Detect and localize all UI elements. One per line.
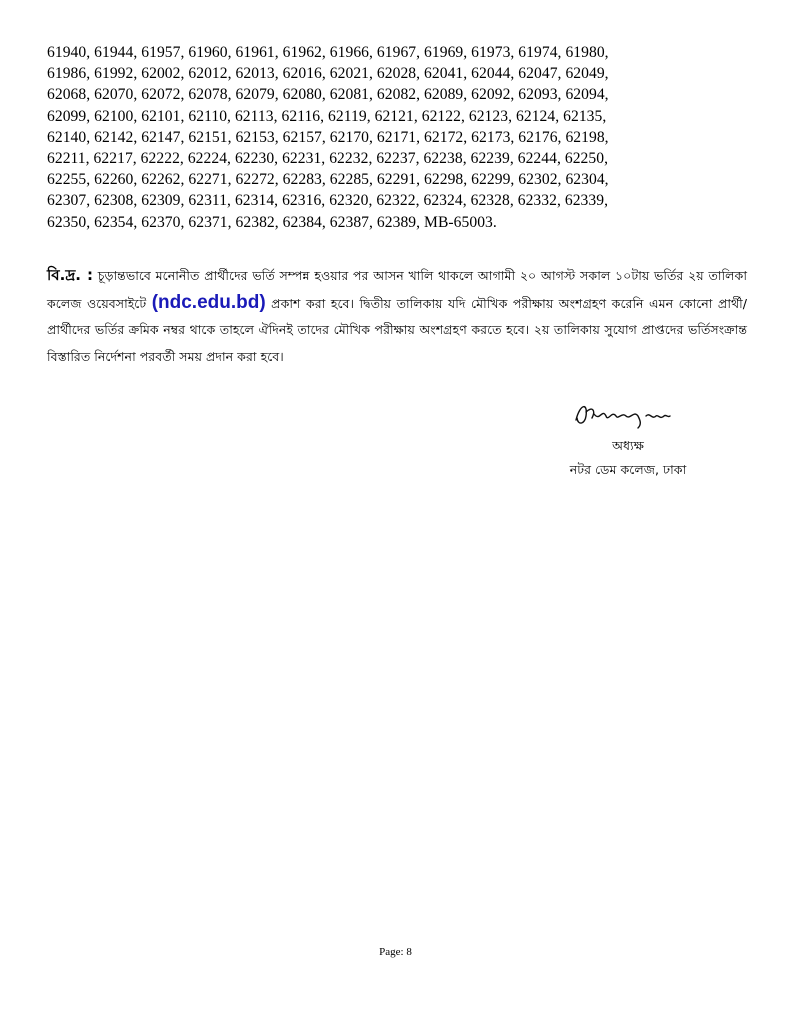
number-line: 62068, 62070, 62072, 62078, 62079, 62080, 62081, 62082, 62089, 62092, 62093, 62094, bbox=[47, 86, 609, 104]
number-line: 62099, 62100, 62101, 62110, 62113, 62116, 62119, 62121, 62122, 62123, 62124, 62135, bbox=[47, 107, 607, 125]
number-line: 62350, 62354, 62370, 62371, 62382, 62384, 62387, 62389, MB-65003. bbox=[47, 213, 497, 231]
number-line: 61940, 61944, 61957, 61960, 61961, 61962, 61966, 61967, 61969, 61973, 61974, 61980, bbox=[47, 44, 609, 61]
number-line: 62211, 62217, 62222, 62224, 62230, 62231, 62232, 62237, 62238, 62239, 62244, 62250, bbox=[47, 149, 609, 167]
notice-text: চূড়ান্তভাবে মনোনীত প্রার্থীদের ভর্তি সম্পন্ন হওয়ার পর আসন খালি থাকলে আগামী ২০ আগস্ট সকাল ১০টায় ভর্তির ২য় তালিকা কলেজ ওয়েবসাইটে bbox=[47, 268, 747, 311]
notice-paragraph bbox=[47, 262, 747, 370]
number-line: 61986, 61992, 62002, 62012, 62013, 62016, 62021, 62028, 62041, 62044, 62047, 62049, bbox=[47, 65, 609, 83]
signatory-organization: নটর ডেম কলেজ, ঢাকা bbox=[569, 462, 687, 477]
number-line: 62255, 62260, 62262, 62271, 62272, 62283, 62285, 62291, 62298, 62299, 62302, 62304, bbox=[47, 171, 609, 189]
principal-signature bbox=[572, 396, 672, 436]
signatory-title: অধ্যক্ষ bbox=[612, 438, 644, 453]
admission-number-list bbox=[47, 42, 752, 233]
notice-label: বি.দ্র. : bbox=[47, 266, 93, 284]
website-link[interactable]: (ndc.edu.bd) bbox=[151, 291, 266, 313]
number-line: 62307, 62308, 62309, 62311, 62314, 62316, 62320, 62322, 62324, 62328, 62332, 62339, bbox=[47, 192, 609, 210]
number-line: 62140, 62142, 62147, 62151, 62153, 62157, 62170, 62171, 62172, 62173, 62176, 62198, bbox=[47, 128, 609, 146]
notice-text-continued: প্রকাশ করা হবে। দ্বিতীয় তালিকায় যদি মৌখিক পরীক্ষায় অংশগ্রহণ করেনি এমন কোনো প্রার্থী/প্রার্থীদের ভর্তির ক্রমিক নম্বর থাকে তাহলে ঐদিনই তাদের মৌখিক পরীক্ষায় অংশগ্রহণ করতে হবে। ২য় তালিকায় সুযোগ প্রাপ্তদের ভর্তিসংক্রান্ত বিস্তারিত নির্দেশনা পরবর্তী সময় প্রদান করা হবে। bbox=[47, 295, 747, 364]
page-number: Page: 8 bbox=[379, 946, 412, 958]
